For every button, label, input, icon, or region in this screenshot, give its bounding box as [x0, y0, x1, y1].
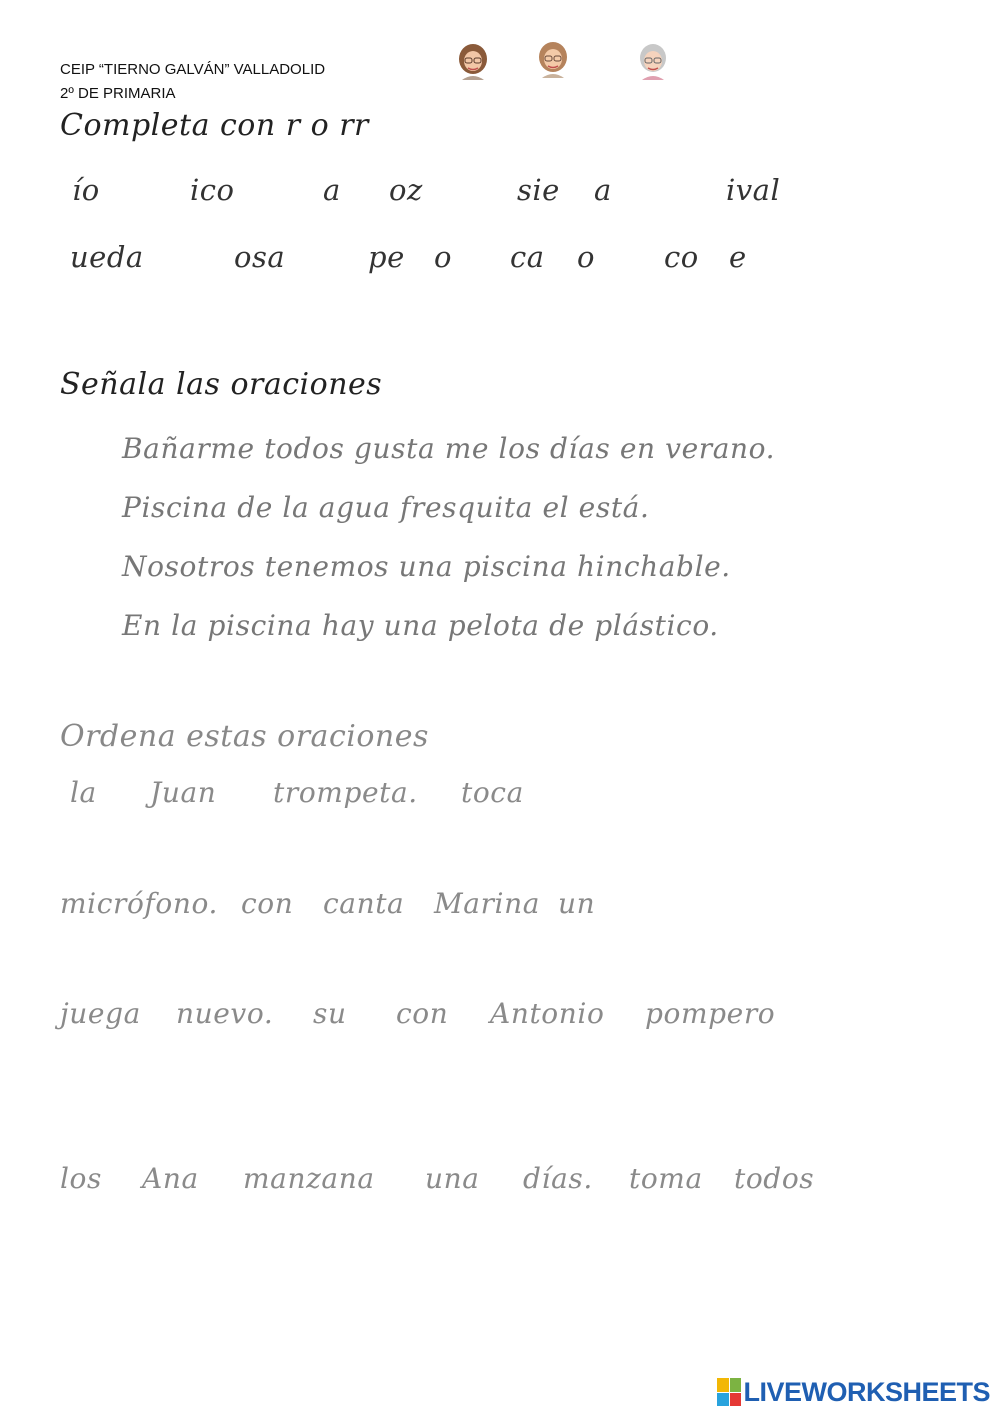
scrambled-word: con: [241, 887, 294, 920]
sentence-option[interactable]: En la piscina hay una pelota de plástico.: [122, 609, 719, 642]
word-fragment: ival: [726, 173, 781, 207]
sentence-option[interactable]: Piscina de la agua fresquita el está.: [122, 491, 650, 524]
liveworksheets-logo[interactable]: [717, 1376, 990, 1408]
scrambled-word: canta: [323, 887, 405, 920]
scrambled-word: días.: [523, 1162, 593, 1195]
scrambled-word: los: [60, 1162, 102, 1195]
word-fragment: ico: [190, 173, 235, 207]
word-fragment: e: [729, 240, 747, 274]
section-title-mark-sentences: Señala las oraciones: [60, 367, 383, 402]
word-fragment: a: [323, 173, 341, 207]
scrambled-word: micrófono.: [60, 887, 218, 920]
scrambled-word: Juan: [150, 776, 217, 809]
word-fragment: co: [664, 240, 699, 274]
word-fragment: osa: [234, 240, 286, 274]
word-fragment: a: [594, 173, 612, 207]
word-fragment: ca: [510, 240, 545, 274]
woman-avatar-icon: [536, 40, 570, 78]
sentence-option[interactable]: Nosotros tenemos una piscina hinchable.: [122, 550, 731, 583]
scrambled-word: trompeta.: [273, 776, 418, 809]
sentence-option[interactable]: Bañarme todos gusta me los días en verano.: [122, 432, 776, 465]
section-title-complete: Completa con r o rr: [60, 108, 369, 143]
scrambled-word: un: [558, 887, 596, 920]
brand-name: LIVEWORKSHEETS: [743, 1376, 990, 1407]
word-fragment: o: [577, 240, 595, 274]
word-fragment: pe: [368, 240, 405, 274]
scrambled-word: Marina: [434, 887, 541, 920]
scrambled-word: todos: [734, 1162, 815, 1195]
scrambled-word: su: [313, 997, 347, 1030]
scrambled-word: toma: [629, 1162, 703, 1195]
scrambled-word: toca: [461, 776, 524, 809]
grandmother-avatar-icon: [636, 42, 670, 80]
word-fragment: ueda: [70, 240, 144, 274]
scrambled-word: pompero: [645, 997, 776, 1030]
liveworksheets-mark-icon: [717, 1378, 741, 1406]
word-fragment: oz: [389, 173, 423, 207]
word-fragment: o: [434, 240, 452, 274]
grade-label: 2º DE PRIMARIA: [60, 85, 176, 102]
section-title-order-sentences: Ordena estas oraciones: [60, 719, 429, 754]
scrambled-word: juega: [60, 997, 141, 1030]
scrambled-word: manzana: [243, 1162, 375, 1195]
scrambled-word: Ana: [142, 1162, 199, 1195]
word-fragment: sie: [517, 173, 560, 207]
woman-avatar-icon: [456, 42, 490, 80]
scrambled-word: la: [70, 776, 97, 809]
scrambled-word: Antonio: [490, 997, 605, 1030]
word-fragment: ío: [72, 173, 100, 207]
scrambled-word: una: [425, 1162, 480, 1195]
school-name: CEIP “TIERNO GALVÁN” VALLADOLID: [60, 61, 326, 78]
scrambled-word: con: [396, 997, 449, 1030]
scrambled-word: nuevo.: [176, 997, 274, 1030]
